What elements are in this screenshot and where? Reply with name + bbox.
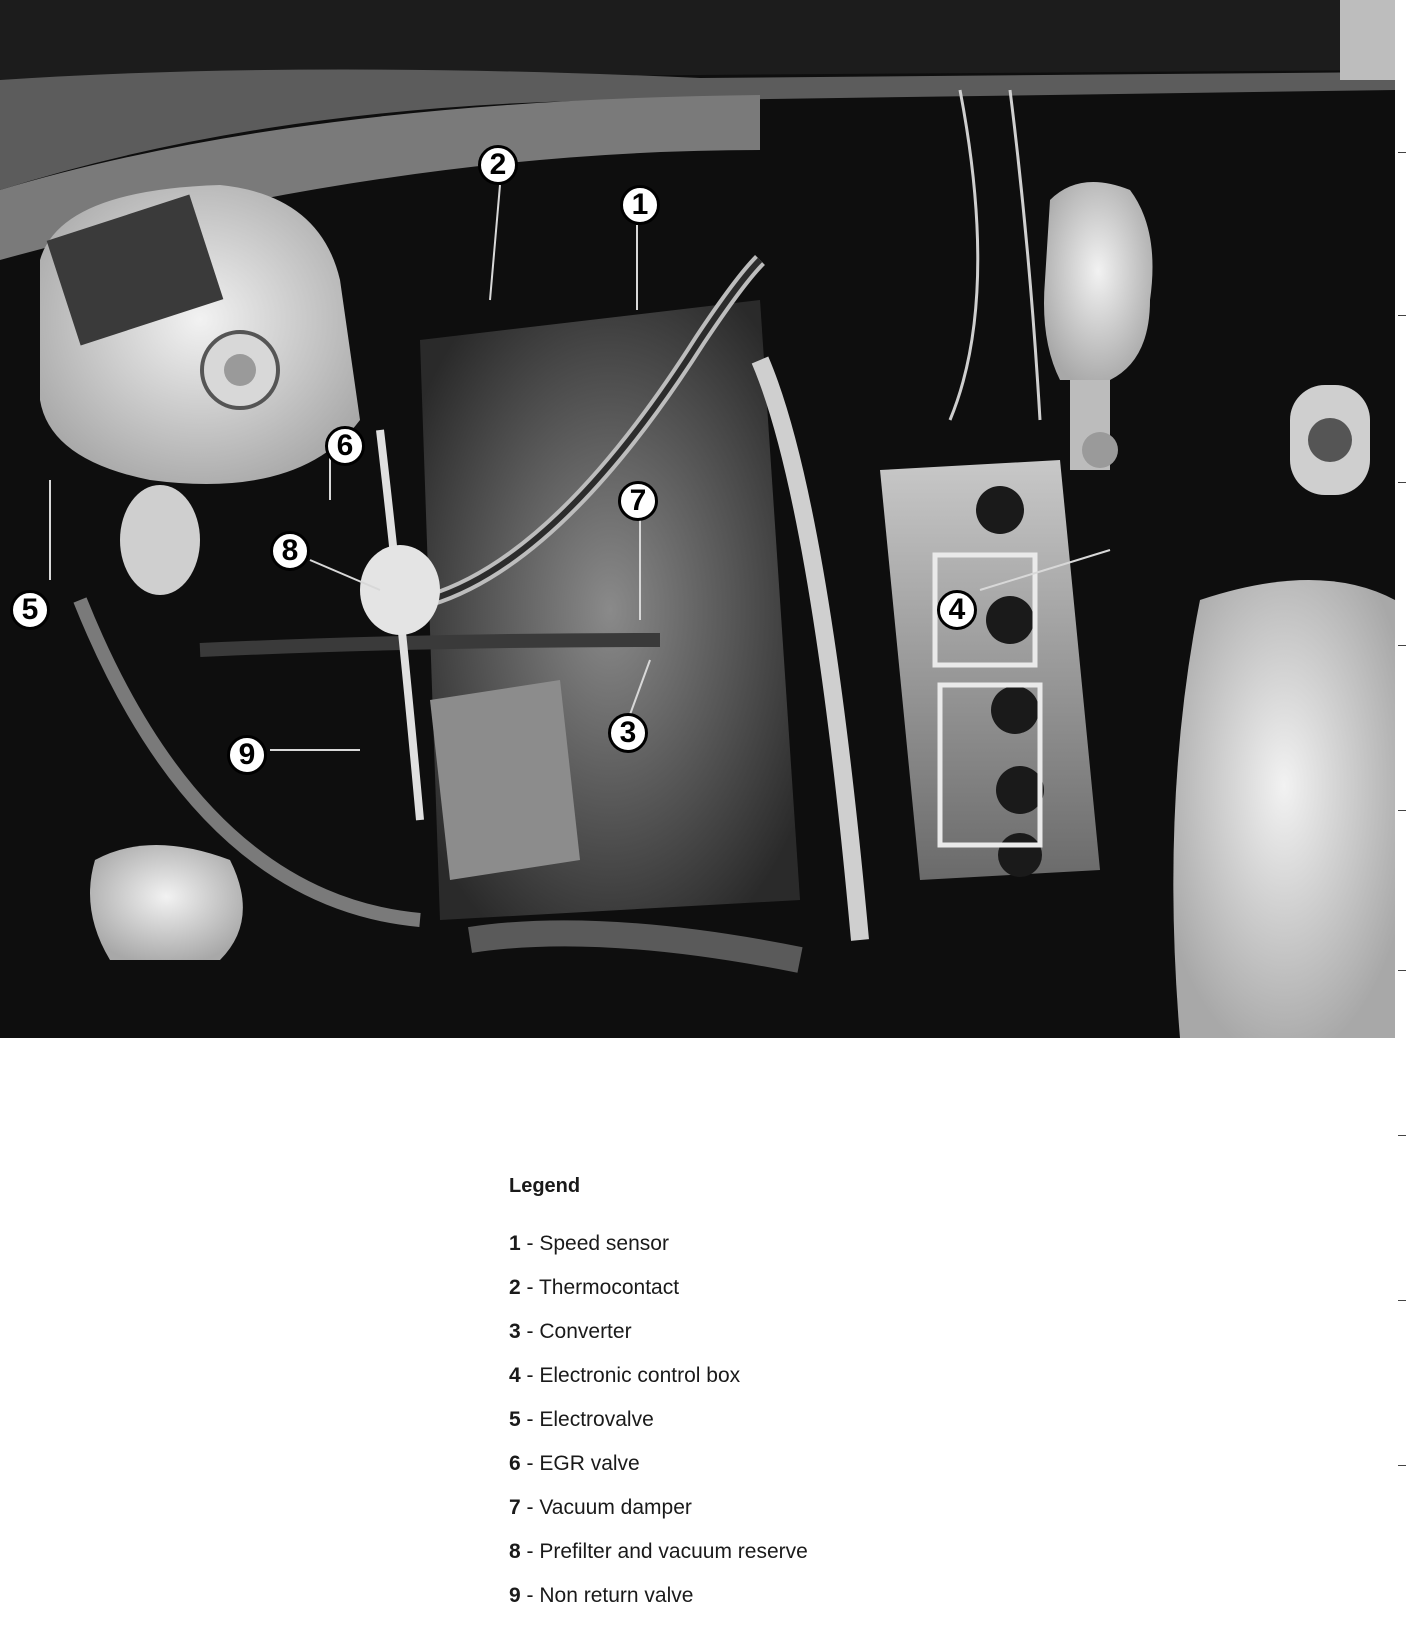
edge-tick bbox=[1398, 152, 1406, 153]
legend-separator: - bbox=[520, 1364, 540, 1387]
edge-tick bbox=[1398, 970, 1406, 971]
legend-separator: - bbox=[520, 1496, 540, 1519]
legend-separator: - bbox=[520, 1584, 540, 1607]
callout-5: 5 bbox=[10, 590, 50, 630]
legend-item bbox=[509, 1408, 1109, 1452]
legend-number: 1 bbox=[509, 1232, 521, 1255]
edge-tick bbox=[1398, 1300, 1406, 1301]
callout-3: 3 bbox=[608, 713, 648, 753]
legend-label: Thermocontact bbox=[538, 1276, 680, 1299]
callout-7: 7 bbox=[618, 481, 658, 521]
legend-item bbox=[509, 1496, 1109, 1540]
callout-4: 4 bbox=[937, 590, 977, 630]
edge-tick bbox=[1398, 315, 1406, 316]
legend-label: Converter bbox=[539, 1320, 632, 1343]
legend-item bbox=[509, 1364, 1109, 1408]
legend-separator: - bbox=[520, 1408, 540, 1431]
callout-8: 8 bbox=[270, 531, 310, 571]
legend-separator: - bbox=[520, 1452, 540, 1475]
legend-number: 7 bbox=[509, 1496, 521, 1519]
legend-number: 3 bbox=[509, 1320, 521, 1343]
legend-number: 5 bbox=[509, 1408, 521, 1431]
legend-label: Electronic control box bbox=[539, 1364, 741, 1387]
legend-number: 6 bbox=[509, 1452, 521, 1475]
legend-item bbox=[509, 1320, 1109, 1364]
edge-tick bbox=[1398, 645, 1406, 646]
edge-tick bbox=[1398, 810, 1406, 811]
callout-2: 2 bbox=[478, 145, 518, 185]
legend-item bbox=[509, 1232, 1109, 1276]
legend-label: Electrovalve bbox=[539, 1408, 654, 1431]
legend-title: Legend bbox=[509, 1175, 581, 1197]
legend-separator: - bbox=[520, 1320, 540, 1343]
legend-number: 9 bbox=[509, 1584, 521, 1607]
legend-label: Prefilter and vacuum reserve bbox=[539, 1540, 808, 1563]
edge-tick bbox=[1398, 1135, 1406, 1136]
legend-label: Vacuum damper bbox=[539, 1496, 692, 1519]
legend-item bbox=[509, 1452, 1109, 1496]
legend-label: Non return valve bbox=[539, 1584, 694, 1607]
edge-tick bbox=[1398, 1465, 1406, 1466]
legend-item bbox=[509, 1584, 1109, 1628]
legend bbox=[509, 1175, 1109, 1628]
legend-label: Speed sensor bbox=[539, 1232, 669, 1255]
callout-6: 6 bbox=[325, 426, 365, 466]
legend-number: 8 bbox=[509, 1540, 521, 1563]
legend-item bbox=[509, 1540, 1109, 1584]
callout-9: 9 bbox=[227, 735, 267, 775]
legend-label: EGR valve bbox=[539, 1452, 640, 1475]
legend-number: 2 bbox=[509, 1276, 521, 1299]
legend-item bbox=[509, 1276, 1109, 1320]
legend-separator: - bbox=[520, 1540, 540, 1563]
edge-tick bbox=[1398, 482, 1406, 483]
callout-1: 1 bbox=[620, 185, 660, 225]
legend-separator: - bbox=[520, 1232, 540, 1255]
legend-number: 4 bbox=[509, 1364, 521, 1387]
legend-separator: - bbox=[520, 1276, 539, 1299]
legend-list bbox=[509, 1232, 1109, 1628]
